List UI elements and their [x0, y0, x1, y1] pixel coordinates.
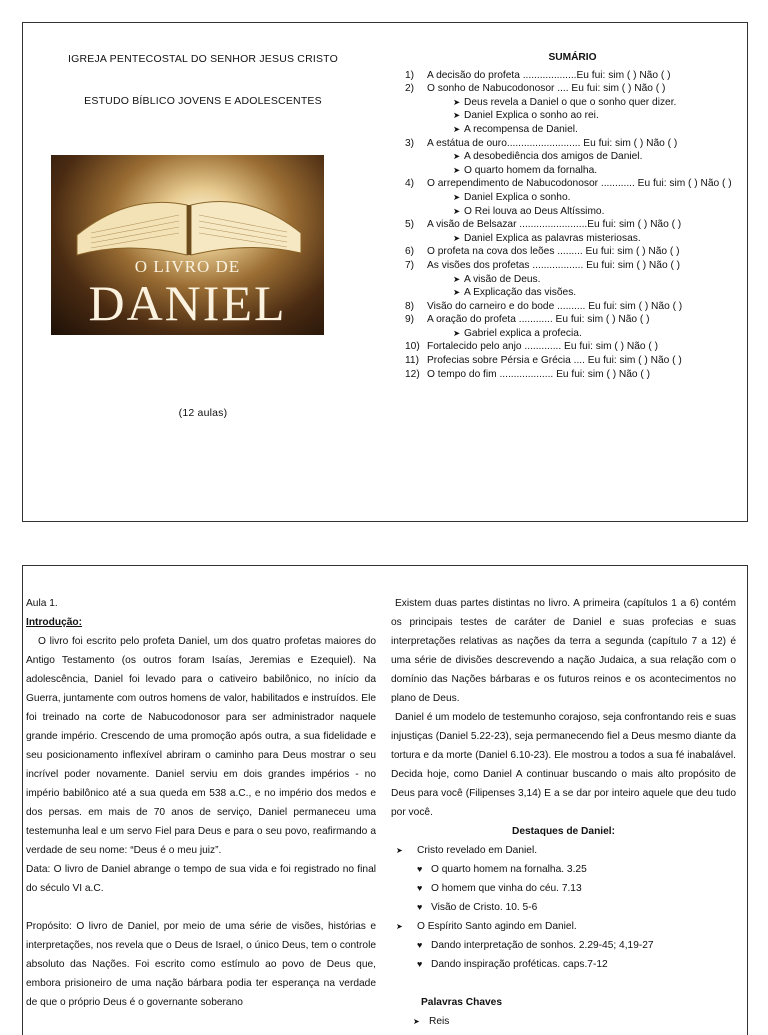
summary-subitem: [405, 150, 740, 164]
arrow-bullet-icon: ➤: [413, 1017, 420, 1026]
summary-item-number: 1): [405, 69, 415, 81]
summary-subitem-text: Daniel Explica o sonho.: [464, 191, 571, 203]
highlight-subitem-text: O quarto homem na fornalha. 3.25: [431, 864, 587, 875]
summary-item: [405, 245, 740, 259]
summary-item-text: Profecias sobre Pérsia e Grécia .... Eu fui: sim ( ) Não ( ): [427, 355, 682, 367]
date-paragraph: Data: O livro de Daniel abrange o tempo de sua vida e foi registrado no final do século VI a.C.: [26, 864, 376, 894]
purpose-paragraph: Propósito: O livro de Daniel, por meio de uma série de visões, histórias e interpretações, nos revela que o Deus de Israel, o único Deus, tem o controle absoluto das Nações. Foi escrito como estímulo ao povo de Deus que, embora prisioneiro de uma nação bárbara podia ter esperança na verdade de que o próprio Deus é o governante soberano: [26, 921, 376, 1008]
highlight-subitem: [391, 860, 736, 879]
heart-bullet-icon: ♥: [417, 959, 423, 969]
summary-subitem: [405, 273, 740, 287]
summary-subitem: [405, 109, 740, 123]
summary-item-text: O tempo do fim ................... Eu fui: sim ( ) Não ( ): [427, 368, 651, 380]
parts-paragraph: Existem duas partes distintas no livro. A primeira (capítulos 1 a 6) contém os principais testes de caráter de Daniel e suas profecias e suas interpretações relativas as nações da terra a segunda (capítulo 7 a 12) é uma série de divisões descrevendo a nação Judaica, a sua relação com o domínio das Nações bárbaras e os futuros reinos e os acontecimentos no plano de Deus.: [391, 598, 736, 704]
keywords-list: [391, 1012, 736, 1031]
summary-item-text: A visão de Belsazar ........................Eu fui: sim ( ) Não ( ): [427, 219, 682, 231]
summary-subitem-text: A visão de Deus.: [464, 273, 541, 285]
book-cover-image: [51, 155, 324, 335]
lesson-left-column: [26, 594, 376, 1012]
heart-bullet-icon: ♥: [417, 864, 423, 874]
summary-item-number: 4): [405, 178, 415, 190]
summary-subitem-text: A recompensa de Daniel.: [464, 123, 578, 135]
keyword-item: [391, 1012, 736, 1031]
summary-subitem-text: Deus revela a Daniel o que o sonho quer dizer.: [464, 96, 677, 108]
summary-item: [405, 313, 740, 327]
summary-item: [405, 82, 740, 96]
summary-item: [405, 177, 740, 191]
summary-list: [405, 69, 740, 382]
highlight-subitem-text: Dando inspiração proféticas. caps.7-12: [431, 959, 608, 970]
summary-subitem: [405, 96, 740, 110]
summary-item-number: 11): [405, 355, 419, 367]
arrow-bullet-icon: ➤: [453, 327, 461, 338]
summary-subitem: [405, 164, 740, 178]
cover-page: [22, 22, 748, 522]
summary-item-text: A estátua de ouro.......................... Eu fui: sim ( ) Não ( ): [427, 137, 678, 149]
highlight-subitem: [391, 936, 736, 955]
intro-paragraph: O livro foi escrito pelo profeta Daniel, um dos quatro profetas maiores do Antigo Testamento (os outros foram Isaías, Jeremias e Ezequiel). Na adolescência, Daniel foi levado para o cativeiro babilônico, no início da Guerra, juntamente com outros homens de valor, habilitados e instruídos. Ele foi treinado na corte de Nabucodonosor para ser administrador naquele grande império. Crescendo de uma promoção após outra, a sua fidelidade e seu posicionamento inflexível abriram o caminho para Deus mostrar o seu incrível poder novamente. Daniel serviu em dois grandes impérios - no império babilônico até a sua queda em 538 a.C., e no império dos medos e dos persas. em mais de 70 anos de serviço, Daniel permaneceu uma testemunha leal e um servo Fiel para Deus e para o seu povo, reafirmando a verdade de seu nome: “Deus é o meu juiz”.: [26, 636, 376, 856]
summary-item-number: 5): [405, 219, 415, 231]
summary-subitem-text: Daniel Explica as palavras misteriosas.: [464, 232, 641, 244]
arrow-bullet-icon: ➤: [453, 273, 461, 284]
arrow-bullet-icon: ➤: [453, 287, 461, 298]
church-name: IGREJA PENTECOSTAL DO SENHOR JESUS CRISTO: [68, 53, 338, 65]
summary-item-number: 6): [405, 246, 415, 258]
summary-subitem-text: A Explicação das visões.: [464, 287, 577, 299]
summary-item: [405, 69, 740, 83]
summary-subitem: [405, 191, 740, 205]
summary-item-number: 7): [405, 259, 415, 271]
summary-item-text: Visão do carneiro e do bode .......... Eu fui: sim ( ) Não ( ): [427, 300, 683, 312]
highlight-subitem: [391, 898, 736, 917]
summary-item: [405, 300, 740, 314]
highlights-list: [391, 841, 736, 974]
arrow-bullet-icon: ➤: [453, 123, 461, 134]
arrow-bullet-icon: ➤: [453, 164, 461, 175]
summary-item-text: As visões dos profetas .................. Eu fui: sim ( ) Não ( ): [427, 259, 681, 271]
summary-subitem: [405, 232, 740, 246]
open-book-icon: [69, 175, 309, 260]
lesson-page: [22, 565, 748, 1035]
highlight-subitem-text: Visão de Cristo. 10. 5-6: [431, 902, 538, 913]
summary-subitem-text: Daniel Explica o sonho ao rei.: [464, 110, 599, 122]
arrow-bullet-icon: ➤: [453, 232, 461, 243]
summary-item: [405, 137, 740, 151]
keywords-heading: Palavras Chaves: [421, 997, 502, 1008]
lesson-right-column: [391, 594, 736, 1031]
highlight-subitem-text: Dando interpretação de sonhos. 2.29-45; 4,19-27: [431, 940, 654, 951]
highlight-item: [391, 917, 736, 936]
summary-item: [405, 259, 740, 273]
model-paragraph: Daniel é um modelo de testemunho corajoso, seja confrontando reis e suas injustiças (Daniel 5.22-23), seja permanecendo fiel a Deus mesmo diante da tortura e da morte (Daniel 6.10-23). Ele mostrou a todos a sua fé inabalável. Decida hoje, como Daniel A continuar buscando o mais alto propósito de Deus para você (Filipenses 3,14) E a se dar por inteiro aquele que deu tudo por você.: [391, 712, 736, 818]
summary-item: [405, 368, 740, 382]
summary-subitem: [405, 205, 740, 219]
cover-title-line1: O LIVRO DE: [134, 257, 241, 276]
study-title: ESTUDO BÍBLICO JOVENS E ADOLESCENTES: [84, 95, 322, 107]
lessons-count: (12 aulas): [178, 407, 228, 419]
highlights-heading: Destaques de Daniel:: [511, 826, 616, 837]
summary-subitem-text: Gabriel explica a profecia.: [464, 327, 582, 339]
heart-bullet-icon: ♥: [417, 902, 423, 912]
summary-item: [405, 218, 740, 232]
highlight-subitem-text: O homem que vinha do céu. 7.13: [431, 883, 582, 894]
cover-title-line2: DANIEL: [88, 275, 287, 331]
highlight-text: O Espírito Santo agindo em Daniel.: [417, 921, 577, 932]
arrow-bullet-icon: ➤: [396, 922, 403, 931]
summary-subitem-text: O Rei louva ao Deus Altíssimo.: [464, 205, 605, 217]
summary-item: [405, 340, 740, 354]
summary-item-number: 8): [405, 300, 415, 312]
arrow-bullet-icon: ➤: [453, 205, 461, 216]
arrow-bullet-icon: ➤: [453, 110, 461, 121]
intro-heading: Introdução:: [26, 617, 83, 628]
summary-item-text: O arrependimento de Nabucodonosor ............ Eu fui: sim ( ) Não ( ): [427, 178, 732, 190]
summary-item-number: 2): [405, 83, 415, 95]
heart-bullet-icon: ♥: [417, 940, 423, 950]
highlight-item: [391, 841, 736, 860]
summary-item-text: A decisão do profeta ...................Eu fui: sim ( ) Não ( ): [427, 69, 671, 81]
summary-item-text: Fortalecido pelo anjo ............. Eu fui: sim ( ) Não ( ): [427, 341, 658, 353]
keyword-text: Reis: [429, 1016, 450, 1027]
summary-item-number: 10): [405, 341, 420, 353]
summary-item-number: 3): [405, 137, 415, 149]
highlight-subitem: [391, 955, 736, 974]
summary-item-text: A oração do profeta ............ Eu fui: sim ( ) Não ( ): [427, 314, 650, 326]
summary-item: [405, 354, 740, 368]
lesson-number: Aula 1.: [26, 598, 58, 609]
summary-subitem-text: O quarto homem da fornalha.: [464, 164, 598, 176]
summary-item-number: 9): [405, 314, 415, 326]
summary-title: SUMÁRIO: [548, 52, 597, 63]
summary-item-text: O profeta na cova dos leões ......... Eu fui: sim ( ) Não ( ): [427, 246, 680, 258]
highlight-subitem: [391, 879, 736, 898]
summary-subitem: [405, 123, 740, 137]
summary-item-number: 12): [405, 368, 420, 380]
highlight-text: Cristo revelado em Daniel.: [417, 845, 538, 856]
summary-section: [405, 51, 740, 381]
summary-subitem-text: A desobediência dos amigos de Daniel.: [464, 151, 643, 163]
arrow-bullet-icon: ➤: [453, 96, 461, 107]
arrow-bullet-icon: ➤: [453, 191, 461, 202]
summary-subitem: [405, 286, 740, 300]
arrow-bullet-icon: ➤: [396, 846, 403, 855]
arrow-bullet-icon: ➤: [453, 151, 461, 162]
heart-bullet-icon: ♥: [417, 883, 423, 893]
summary-item-text: O sonho de Nabucodonosor .... Eu fui: sim ( ) Não ( ): [427, 83, 666, 95]
summary-subitem: [405, 327, 740, 341]
